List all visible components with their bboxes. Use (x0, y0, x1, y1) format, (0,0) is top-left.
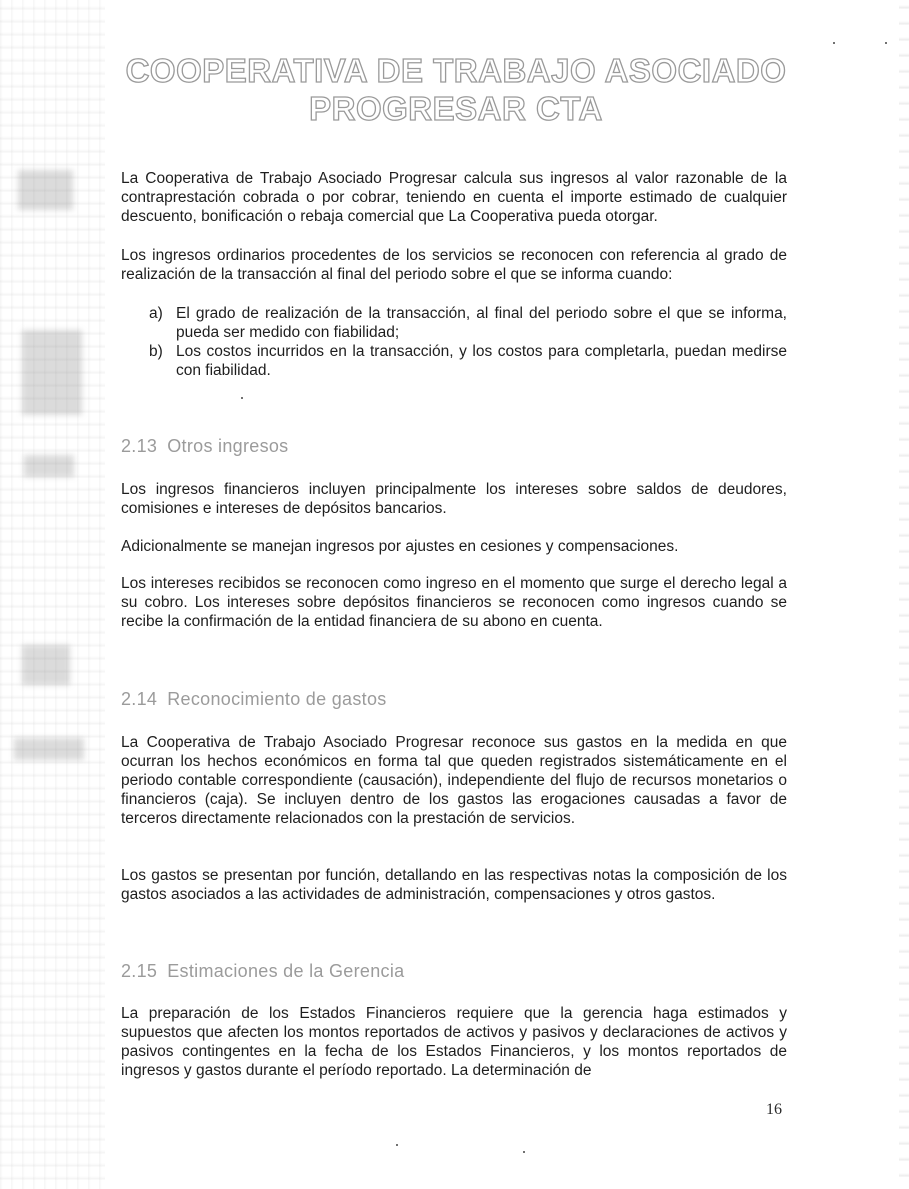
section-title: Reconocimiento de gastos (167, 689, 387, 709)
section-2-13-paragraph-1: Los ingresos financieros incluyen principalmente los intereses sobre saldos de deudores, comisiones e intereses de depósitos bancarios. (121, 481, 787, 517)
list-marker: b) (149, 343, 163, 360)
scan-smudge (18, 170, 73, 210)
section-2-14-paragraph-1: La Cooperativa de Trabajo Asociado Progresar reconoce sus gastos en la medida en que ocurran los hechos económicos en forma tal que queden registrados sistemáticamente en el periodo contable correspondiente (causación), independiente del flujo de recursos monetarios o financieros (caja). Se incluyen dentro de los gastos las erogaciones causadas a favor de terceros directamente relacionados con la prestación de servicios. (121, 734, 787, 827)
scan-smudge (22, 645, 70, 685)
document-title-line2: PROGRESAR CTA (309, 90, 603, 127)
scan-speck (241, 397, 243, 399)
scan-smudge (22, 330, 82, 415)
section-2-14-paragraph-2: Los gastos se presentan por función, detallando en las respectivas notas la composición de los gastos asociados a las actividades de administración, compensaciones y otros gastos. (121, 867, 787, 903)
section-2-15-paragraph-1: La preparación de los Estados Financieros requiere que la gerencia haga estimados y supuestos que afecten los montos reportados de activos y pasivos y declaraciones de activos y pasivos contingentes en la fecha de los Estados Financieros, y los montos reportados de ingresos y gastos durante el período reportado. La determinación de (121, 1005, 787, 1079)
section-number: 2.13 (121, 436, 158, 456)
scan-smudge (24, 455, 74, 477)
document-title-line1: COOPERATIVA DE TRABAJO ASOCIADO (125, 52, 787, 89)
scan-speck (396, 1144, 398, 1146)
section-2-13-paragraph-3: Los intereses recibidos se reconocen como ingreso en el momento que surge el derecho legal a su cobro. Los intereses sobre depósitos financieros se reconocen como ingresos cuando se recibe la confirmación de la entidad financiera de su abono en cuenta. (121, 575, 787, 630)
list-item-a (149, 304, 787, 342)
section-heading-2-15 (121, 960, 404, 982)
scan-speck (523, 1151, 525, 1153)
scan-edge-artifact-right (899, 0, 909, 1189)
section-2-13-paragraph-2: Adicionalmente se manejan ingresos por ajustes en cesiones y compensaciones. (121, 538, 679, 555)
scan-smudge (14, 738, 84, 760)
section-heading-2-13 (121, 435, 288, 457)
page-number: 16 (766, 1101, 782, 1118)
section-heading-2-14 (121, 688, 387, 710)
scan-speck (885, 42, 887, 44)
list-item-b (149, 342, 787, 380)
section-number: 2.15 (121, 961, 158, 981)
section-number: 2.14 (121, 689, 158, 709)
list-item-text: El grado de realización de la transacción, al final del periodo sobre el que se informa, pueda ser medido con fiabilidad; (176, 305, 787, 341)
list-item-text: Los costos incurridos en la transacción, y los costos para completarla, puedan medirse con fiabilidad. (176, 343, 787, 379)
intro-paragraph-1: La Cooperativa de Trabajo Asociado Progresar calcula sus ingresos al valor razonable de la contraprestación cobrada o por cobrar, teniendo en cuenta el importe estimado de cualquier descuento, bonificación o rebaja comercial que La Cooperativa pueda otorgar. (121, 170, 787, 225)
intro-paragraph-2: Los ingresos ordinarios procedentes de los servicios se reconocen con referencia al grado de realización de la transacción al final del periodo sobre el que se informa cuando: (121, 247, 787, 283)
section-title: Otros ingresos (167, 436, 289, 456)
scan-speck (833, 42, 835, 44)
list-marker: a) (149, 305, 163, 322)
section-title: Estimaciones de la Gerencia (167, 961, 405, 981)
